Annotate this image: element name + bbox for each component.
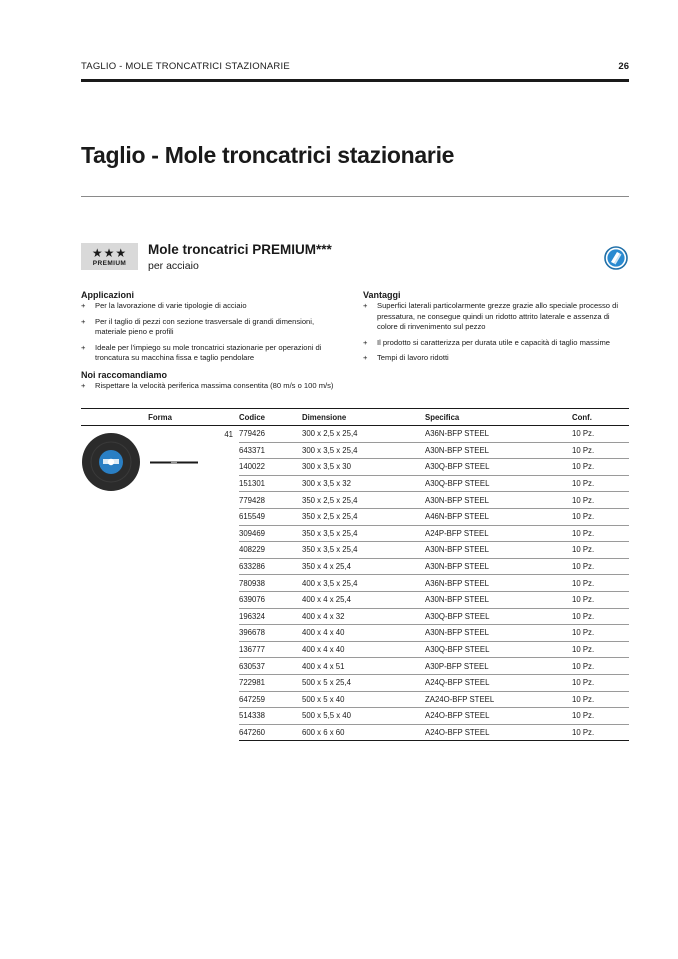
cell-codice: 643371 xyxy=(239,442,302,459)
cell-specifica: A46N-BFP STEEL xyxy=(425,508,572,525)
list-item-text: Per la lavorazione di varie tipologie di acciaio xyxy=(95,301,247,310)
cell-dimensione: 400 x 4 x 32 xyxy=(302,608,425,625)
cell-conf: 10 Pz. xyxy=(572,542,629,559)
cell-codice: 630537 xyxy=(239,658,302,675)
cell-codice: 647260 xyxy=(239,724,302,741)
cutting-disc-icon xyxy=(81,432,141,492)
cell-specifica: A30N-BFP STEEL xyxy=(425,492,572,509)
cell-specifica: A30N-BFP STEEL xyxy=(425,542,572,559)
cell-specifica: A36N-BFP STEEL xyxy=(425,575,572,592)
cell-dimensione: 350 x 2,5 x 25,4 xyxy=(302,508,425,525)
vantaggi-heading: Vantaggi xyxy=(363,290,401,300)
cell-specifica: A30Q-BFP STEEL xyxy=(425,475,572,492)
cell-dimensione: 400 x 4 x 40 xyxy=(302,625,425,642)
cell-codice: 136777 xyxy=(239,641,302,658)
title-divider xyxy=(81,196,629,197)
running-header xyxy=(81,61,629,73)
forma-illustration xyxy=(81,426,239,726)
cell-conf: 10 Pz. xyxy=(572,591,629,608)
disc-side-view-icon xyxy=(150,461,198,464)
cell-conf: 10 Pz. xyxy=(572,575,629,592)
badge-stars: ★★★ xyxy=(91,246,128,260)
cell-codice: 780938 xyxy=(239,575,302,592)
cell-conf: 10 Pz. xyxy=(572,608,629,625)
cell-specifica: A30N-BFP STEEL xyxy=(425,591,572,608)
forma-cell xyxy=(81,426,239,741)
running-header-title: TAGLIO - MOLE TRONCATRICI STAZIONARIE xyxy=(81,61,290,72)
raccomandiamo-list xyxy=(81,381,371,397)
list-item xyxy=(81,317,343,338)
list-item xyxy=(363,353,629,364)
product-subtitle: per acciaio xyxy=(148,260,199,272)
cell-specifica: ZA24O-BFP STEEL xyxy=(425,691,572,708)
cell-dimensione: 350 x 3,5 x 25,4 xyxy=(302,525,425,542)
cell-specifica: A30Q-BFP STEEL xyxy=(425,608,572,625)
premium-badge xyxy=(81,243,138,270)
cell-codice: 396678 xyxy=(239,625,302,642)
list-item xyxy=(363,338,629,349)
cell-conf: 10 Pz. xyxy=(572,674,629,691)
header-divider xyxy=(81,79,629,82)
cell-codice: 779428 xyxy=(239,492,302,509)
cell-dimensione: 500 x 5,5 x 40 xyxy=(302,708,425,725)
cell-dimensione: 500 x 5 x 40 xyxy=(302,691,425,708)
list-item-text: Ideale per l'impiego su mole troncatrici stazionarie per operazioni di troncatura su macchina fissa e taglio pendolare xyxy=(95,342,322,362)
list-item-text: Superfici laterali particolarmente grezze grazie allo speciale processo di pressatura, ne consegue quindi un ridotto attrito laterale e assenza di colore di rinvenimento sul pezzo xyxy=(377,301,619,331)
cell-conf: 10 Pz. xyxy=(572,492,629,509)
list-item-text: Per il taglio di pezzi con sezione trasversale di grandi dimensioni, materiale pieno e profili xyxy=(95,316,315,336)
cell-codice: 151301 xyxy=(239,475,302,492)
col-specifica-header: Specifica xyxy=(425,409,572,426)
bullet: + xyxy=(81,381,86,390)
col-codice-header: Codice xyxy=(239,409,302,426)
list-item-text: Rispettare la velocità periferica massima consentita (80 m/s o 100 m/s) xyxy=(95,381,334,390)
table-row xyxy=(81,426,629,443)
cell-conf: 10 Pz. xyxy=(572,426,629,443)
cell-codice: 408229 xyxy=(239,542,302,559)
cell-dimensione: 350 x 4 x 25,4 xyxy=(302,558,425,575)
bullet: + xyxy=(363,301,368,310)
cell-codice: 309469 xyxy=(239,525,302,542)
vantaggi-list xyxy=(363,301,629,369)
list-item xyxy=(81,301,343,312)
cell-codice: 615549 xyxy=(239,508,302,525)
cell-specifica: A24O-BFP STEEL xyxy=(425,708,572,725)
page-title: Taglio - Mole troncatrici stazionarie xyxy=(81,142,455,168)
cell-dimensione: 350 x 2,5 x 25,4 xyxy=(302,492,425,509)
list-item xyxy=(363,301,629,333)
applicazioni-heading: Applicazioni xyxy=(81,290,135,300)
cell-dimensione: 600 x 6 x 60 xyxy=(302,724,425,741)
cell-specifica: A30Q-BFP STEEL xyxy=(425,459,572,476)
cell-dimensione: 300 x 3,5 x 25,4 xyxy=(302,442,425,459)
cell-specifica: A36N-BFP STEEL xyxy=(425,426,572,443)
cell-specifica: A30N-BFP STEEL xyxy=(425,625,572,642)
cell-conf: 10 Pz. xyxy=(572,708,629,725)
cell-conf: 10 Pz. xyxy=(572,691,629,708)
cell-codice: 514338 xyxy=(239,708,302,725)
cell-conf: 10 Pz. xyxy=(572,442,629,459)
cell-dimensione: 500 x 5 x 25,4 xyxy=(302,674,425,691)
cell-codice: 633286 xyxy=(239,558,302,575)
cell-codice: 639076 xyxy=(239,591,302,608)
cell-specifica: A30P-BFP STEEL xyxy=(425,658,572,675)
cell-conf: 10 Pz. xyxy=(572,508,629,525)
cell-specifica: A30N-BFP STEEL xyxy=(425,442,572,459)
cell-specifica: A24O-BFP STEEL xyxy=(425,724,572,741)
steel-material-icon xyxy=(604,246,628,270)
cell-dimensione: 300 x 2,5 x 25,4 xyxy=(302,426,425,443)
cell-conf: 10 Pz. xyxy=(572,459,629,476)
cell-codice: 140022 xyxy=(239,459,302,476)
cell-conf: 10 Pz. xyxy=(572,658,629,675)
list-item-text: Il prodotto si caratterizza per durata utile e capacità di taglio massime xyxy=(377,337,610,347)
table-header-row xyxy=(81,409,629,426)
list-item-text: Tempi di lavoro ridotti xyxy=(377,353,449,362)
cell-specifica: A24P-BFP STEEL xyxy=(425,525,572,542)
cell-conf: 10 Pz. xyxy=(572,625,629,642)
cell-conf: 10 Pz. xyxy=(572,641,629,658)
cell-codice: 779426 xyxy=(239,426,302,443)
cell-conf: 10 Pz. xyxy=(572,558,629,575)
cell-dimensione: 400 x 3,5 x 25,4 xyxy=(302,575,425,592)
cell-specifica: A24Q-BFP STEEL xyxy=(425,674,572,691)
cell-codice: 196324 xyxy=(239,608,302,625)
bullet: + xyxy=(81,301,86,310)
cell-dimensione: 400 x 4 x 51 xyxy=(302,658,425,675)
list-item xyxy=(81,381,371,392)
bullet: + xyxy=(81,316,86,326)
cell-codice: 722981 xyxy=(239,674,302,691)
cell-conf: 10 Pz. xyxy=(572,475,629,492)
cell-conf: 10 Pz. xyxy=(572,525,629,542)
cell-dimensione: 300 x 3,5 x 32 xyxy=(302,475,425,492)
shape-number: 41 xyxy=(224,430,233,439)
bullet: + xyxy=(363,353,368,362)
col-dimensione-header: Dimensione xyxy=(302,409,425,426)
cell-codice: 647259 xyxy=(239,691,302,708)
product-name: Mole troncatrici PREMIUM*** xyxy=(148,242,332,257)
cell-dimensione: 350 x 3,5 x 25,4 xyxy=(302,542,425,559)
list-item xyxy=(81,343,343,364)
col-conf-header: Conf. xyxy=(572,409,629,426)
cell-dimensione: 400 x 4 x 40 xyxy=(302,641,425,658)
cell-dimensione: 400 x 4 x 25,4 xyxy=(302,591,425,608)
cell-dimensione: 300 x 3,5 x 30 xyxy=(302,459,425,476)
badge-label: PREMIUM xyxy=(92,260,127,267)
bullet: + xyxy=(81,342,86,352)
raccomandiamo-heading: Noi raccomandiamo xyxy=(81,370,168,380)
product-table xyxy=(81,408,629,741)
cell-specifica: A30Q-BFP STEEL xyxy=(425,641,572,658)
page-number: 26 xyxy=(618,61,629,72)
cell-conf: 10 Pz. xyxy=(572,724,629,741)
applicazioni-list xyxy=(81,301,343,369)
bullet: + xyxy=(363,337,368,347)
col-forma-header: Forma xyxy=(81,409,239,426)
cell-specifica: A30N-BFP STEEL xyxy=(425,558,572,575)
